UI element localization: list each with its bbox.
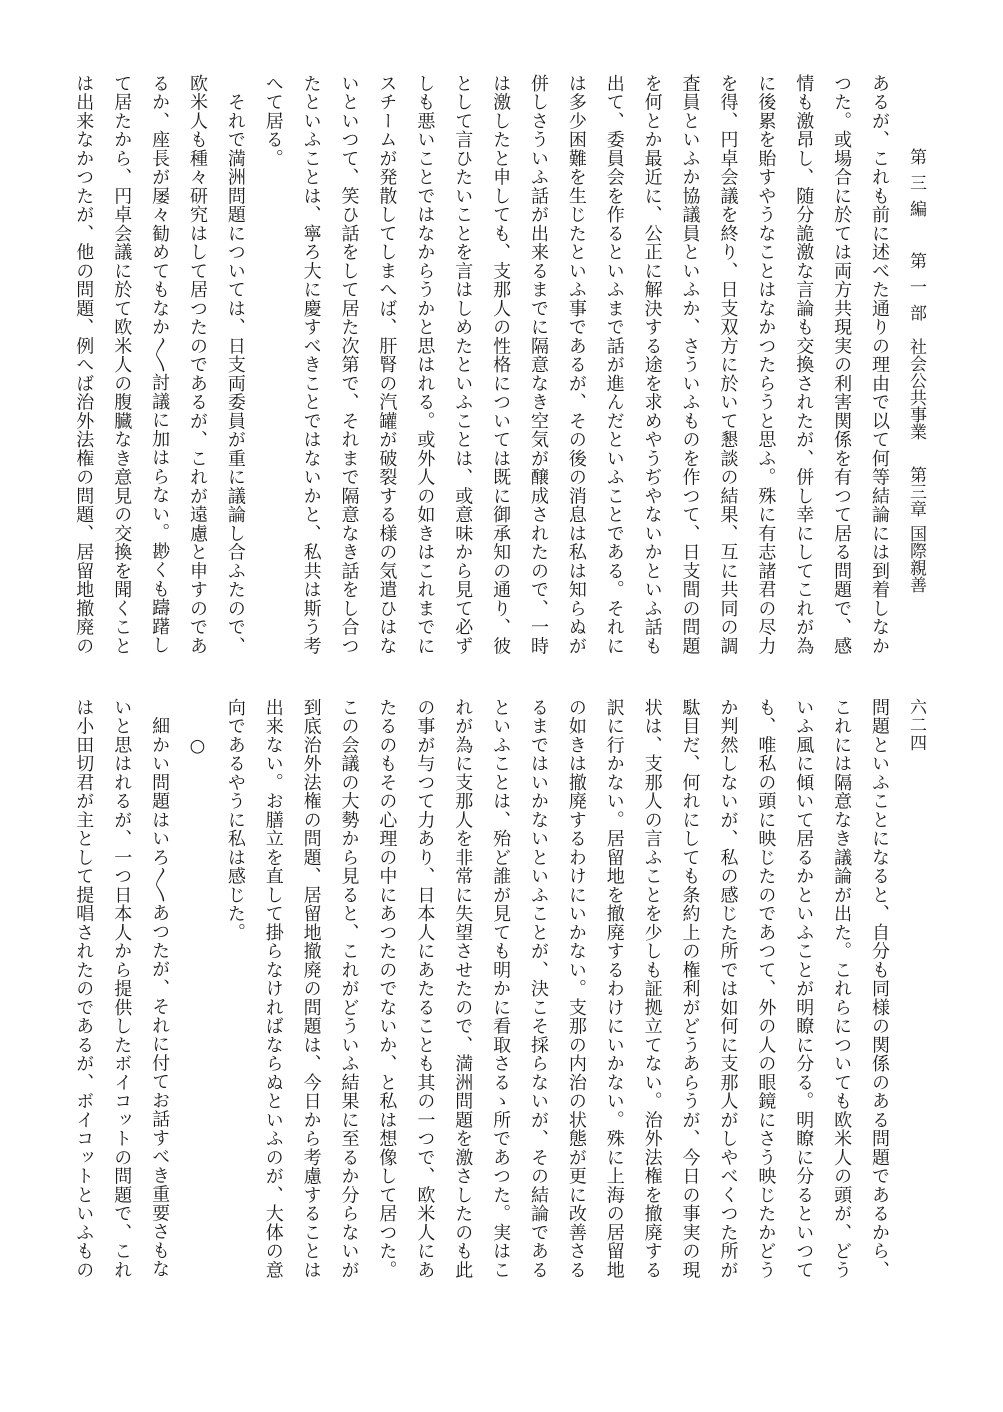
text-column: 到底治外法権の問題、居留地撤廃の問題は、今日から考慮することは xyxy=(300,698,322,1280)
page-number: 六二四 xyxy=(906,698,926,752)
text-column: この会議の大勢から見ると、これがどういふ結果に至るか分らないが xyxy=(338,698,360,1280)
text-column: スチームが発散してしまへば、肝腎の汽罐が破裂する様の気遣ひはな xyxy=(376,74,398,656)
text-column: ○ xyxy=(186,698,208,758)
text-column: として言ひたいことを言はしめたといふことは、或意味から見て必ず xyxy=(452,74,474,656)
text-column: て居たから、円卓会議に於て欧米人の腹臓なき意見の交換を聞くこと xyxy=(111,74,133,656)
lower-text-block xyxy=(64,698,898,1318)
running-header xyxy=(904,148,928,593)
text-column: れが為に支那人を非常に失望させたので、満洲問題を激さしたのも此 xyxy=(452,698,474,1280)
text-column: しも悪いことではなからうかと思はれる。或外人の如きはこれまでに xyxy=(414,74,436,656)
text-column: は激したと申しても、支那人の性格については既に御承知の通り、彼 xyxy=(490,74,512,656)
text-column: も、唯私の頭に映じたのであつて、外の人の眼鏡にさう映じたかどう xyxy=(755,698,777,1280)
text-column: に後累を貽すやうなことはなかつたらうと思ふ。殊に有志諸君の尽力 xyxy=(755,74,777,656)
text-column: 併しさういふ話が出来るまでに隔意なき空気が醸成されたので、一時 xyxy=(527,74,549,656)
text-column: へて居る。 xyxy=(262,74,284,168)
text-column: るまではいかないといふことが、決こそ採らないが、その結論である xyxy=(527,698,549,1280)
text-column: の如きは撤廃するわけにいかない。支那の内治の状態が更に改善さる xyxy=(565,698,587,1280)
text-column: 出て、委員会を作るといふまで話が進んだといふことである。それに xyxy=(603,74,625,656)
text-column: 駄目だ、何れにしても条約上の権利がどうあらうが、今日の事実の現 xyxy=(679,698,701,1280)
text-column: たるのもその心理の中にあつたのでないか、と私は想像して居つた。 xyxy=(376,698,398,1280)
text-column: あるが、これも前に述べた通りの理由で以て何等結論には到着しなか xyxy=(869,74,890,656)
text-column: は小田切君が主として提唱されたのであるが、ボイコットといふもの xyxy=(73,698,95,1280)
text-column: るか、座長が屡々勧めてもなか〳〵討議に加はらない。尠くも躊躇し xyxy=(149,74,171,655)
text-column: これには隔意なき議論が出た。これらについても欧米人の頭が、どう xyxy=(831,698,853,1280)
header-part: 第一部 xyxy=(906,252,926,330)
header-part: 第三編 xyxy=(906,148,926,226)
text-column: といふことは、殆ど誰が見ても明かに看取さるゝ所であつた。実はこ xyxy=(490,698,512,1280)
text-column: 向であるやうに私は感じた。 xyxy=(224,698,246,942)
text-column: 状は、支那人の言ふことを少しも証拠立てない。治外法権を撤廃する xyxy=(641,698,663,1280)
text-column: を何とか最近に、公正に解決する途を求めやうぢやないかといふ話も xyxy=(641,74,663,656)
text-column: 細かい問題はいろ〳〵あつたが、それに付てお話すべき重要さもな xyxy=(149,698,171,1279)
text-column: か判然しないが、私の感じた所では如何に支那人がしやべくつた所が xyxy=(717,698,739,1280)
text-column: たといふことは、寧ろ大に慶すべきことではないかと、私共は斯う考 xyxy=(300,74,322,656)
text-column: 欧米人も種々研究はして居つたのであるが、これが遠慮と申すのであ xyxy=(186,74,208,656)
header-part: 社会公共事業 xyxy=(906,338,926,440)
header-part: 第三章 xyxy=(906,466,926,517)
text-column: は出来なかつたが、他の問題、例へば治外法権の問題、居留地撤廃の xyxy=(73,74,95,656)
upper-text-block xyxy=(64,74,898,674)
header-part: 国際親善 xyxy=(906,525,926,593)
text-column: 情も激昂し、随分詭激な言論も交換されたが、併し幸にしてこれが為 xyxy=(793,74,815,656)
text-column: 訳に行かない。居留地を撤廃するわけにいかない。殊に上海の居留地 xyxy=(603,698,625,1280)
text-column: は多少困難を生じたといふ事であるが、その後の消息は私は知らぬが xyxy=(565,74,587,656)
text-column: 出来ない。お膳立を直して掛らなければならぬといふのが、大体の意 xyxy=(262,698,284,1280)
text-column: それで満洲問題については、日支両委員が重に議論し合ふたので、 xyxy=(224,74,246,656)
text-column: つた。或場合に於ては両方共現実の利害関係を有つて居る問題で、感 xyxy=(831,74,853,656)
text-column: 査員といふか協議員といふか、さういふものを作つて、日支間の問題 xyxy=(679,74,701,656)
text-column: いふ風に傾いて居るかといふことが明瞭に分る。明瞭に分るといつて xyxy=(793,698,815,1280)
text-column: の事が与つて力あり、日本人にあたることも其の一つで、欧米人にあ xyxy=(414,698,436,1280)
text-column: を得、円卓会議を終り、日支双方に於いて懇談の結果、互に共同の調 xyxy=(717,74,739,656)
text-column: いといつて、笑ひ話をして居た次第で、それまで隔意なき話をし合つ xyxy=(338,74,360,656)
text-column: いと思はれるが、一つ日本人から提供したボイコットの問題で、これ xyxy=(111,698,133,1280)
text-column: 問題といふことになると、自分も同様の関係のある問題であるから、 xyxy=(869,698,890,1280)
